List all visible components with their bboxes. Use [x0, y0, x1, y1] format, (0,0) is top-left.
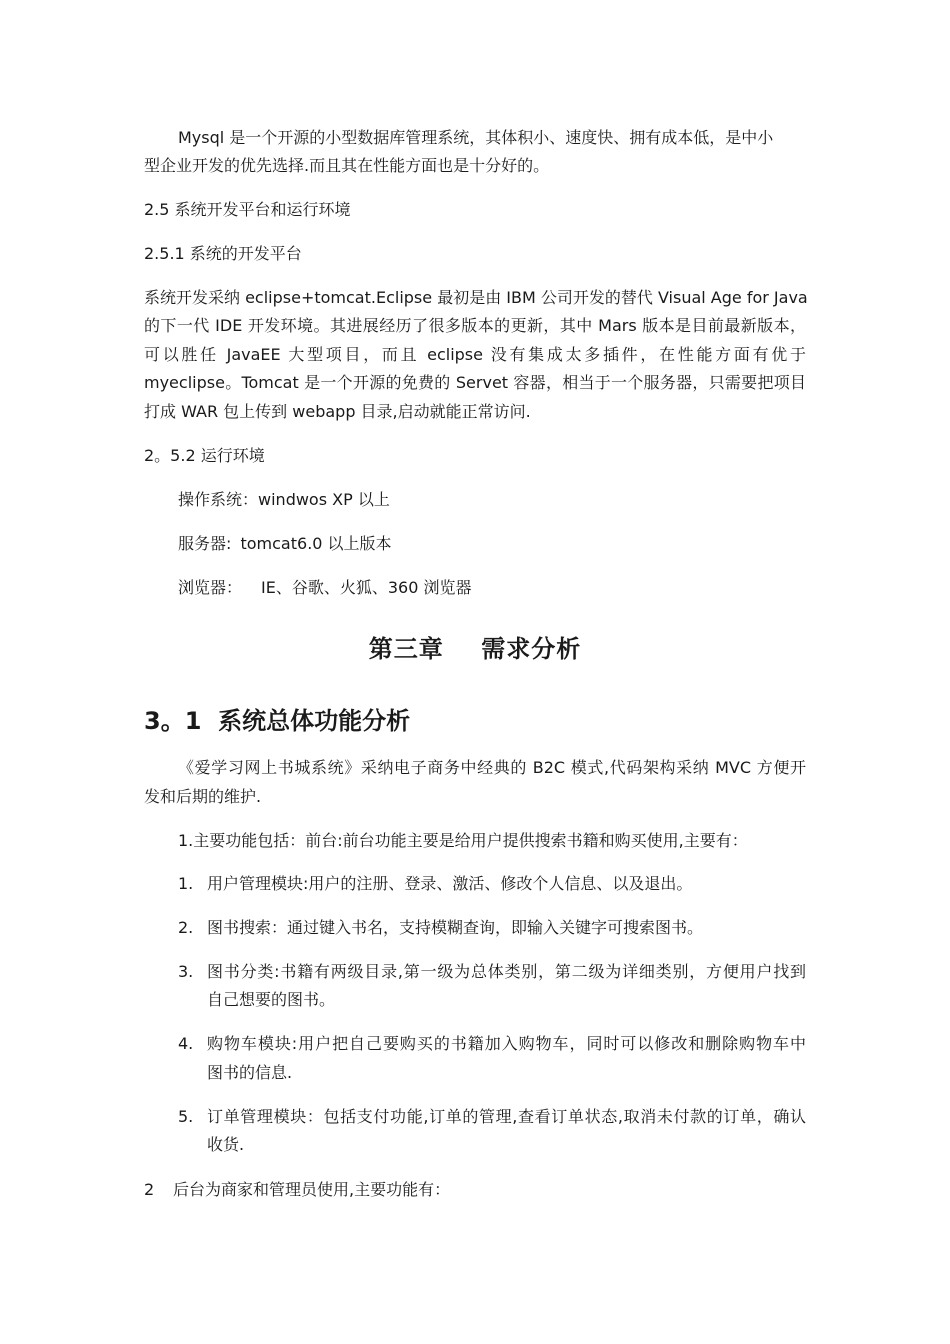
dev-platform-line-5: 打成 WAR 包上传到 webapp 目录,启动就能正常访问. — [144, 402, 531, 421]
dev-platform-line-4: myeclipse。Tomcat 是一个开源的免费的 Servet 容器，相当于一个服务器，只需要把项目 — [144, 373, 806, 392]
list-item-2-text: 图书搜索：通过键入书名，支持模糊查询，即输入关键字可搜索图书。 — [207, 918, 704, 937]
env-browser-value: IE、谷歌、火狐、360 浏览器 — [261, 578, 472, 597]
list-item-4-text-line-2: 图书的信息. — [207, 1063, 293, 1082]
env-browser-label: 浏览器： — [178, 578, 243, 597]
env-os-value: windwos XP 以上 — [258, 490, 390, 509]
dev-platform-line-2: 的下一代 IDE 开发环境。其进展经历了很多版本的更新，其中 Mars 版本是目前最新版本， — [144, 316, 806, 335]
list-item-5-number: 5. — [178, 1107, 194, 1126]
dev-platform-line-1: 系统开发采纳 eclipse+tomcat.Eclipse 最初是由 IBM 公司开发的替代 Visual Age for Java — [144, 288, 808, 307]
list-item-1-text: 用户管理模块:用户的注册、登录、激活、修改个人信息、以及退出。 — [207, 874, 693, 893]
frontend-intro: 1.主要功能包括：前台:前台功能主要是给用户提供搜索书籍和购买使用,主要有： — [178, 831, 748, 850]
chapter-3-title: 第三章 需求分析 — [368, 634, 582, 663]
list-item-5-text-line-2: 收货. — [207, 1135, 245, 1154]
env-os-label: 操作系统： — [178, 490, 259, 509]
env-server-value: tomcat6.0 以上版本 — [240, 534, 392, 553]
intro-line-1: Mysql 是一个开源的小型数据库管理系统，其体积小、速度快、拥有成本低，是中小 — [178, 128, 774, 147]
list-item-3-text-line-2: 自己想要的图书。 — [207, 990, 336, 1009]
list-item-3-text-line-1: 图书分类:书籍有两级目录,第一级为总体类别，第二级为详细类别，方便用户找到 — [207, 962, 806, 981]
env-os — [178, 490, 390, 510]
env-server-label: 服务器: — [178, 534, 237, 553]
dev-platform-line-3: 可以胜任 JavaEE 大型项目，而且 eclipse 没有集成太多插件，在性能方面有优于 — [144, 345, 806, 364]
section-2-5-1-heading: 2.5.1 系统的开发平台 — [144, 244, 302, 263]
section-2-5-heading: 2.5 系统开发平台和运行环境 — [144, 200, 351, 219]
env-browser — [178, 578, 471, 598]
backend-number: 2 — [144, 1180, 155, 1199]
list-item-5-text-line-1: 订单管理模块：包括支付功能,订单的管理,查看订单状态,取消未付款的订单，确认 — [207, 1107, 806, 1126]
backend-intro: 后台为商家和管理员使用,主要功能有： — [173, 1180, 451, 1199]
env-server — [178, 534, 392, 554]
list-item-4-number: 4. — [178, 1034, 194, 1053]
intro-line-2: 型企业开发的优先选择.而且其在性能方面也是十分好的。 — [144, 156, 550, 175]
system-desc-line-1: 《爱学习网上书城系统》采纳电子商务中经典的 B2C 模式,代码架构采纳 MVC 方便开 — [178, 758, 806, 777]
list-item-3-number: 3. — [178, 962, 194, 981]
list-item-4-text-line-1: 购物车模块:用户把自己要购买的书籍加入购物车，同时可以修改和删除购物车中 — [207, 1034, 806, 1053]
section-2-5-2-heading: 2。5.2 运行环境 — [144, 446, 265, 465]
list-item-1-number: 1. — [178, 874, 194, 893]
section-3-1-heading: 3。1 系统总体功能分析 — [144, 707, 411, 735]
list-item-2-number: 2. — [178, 918, 194, 937]
system-desc-line-2: 发和后期的维护. — [144, 787, 262, 806]
